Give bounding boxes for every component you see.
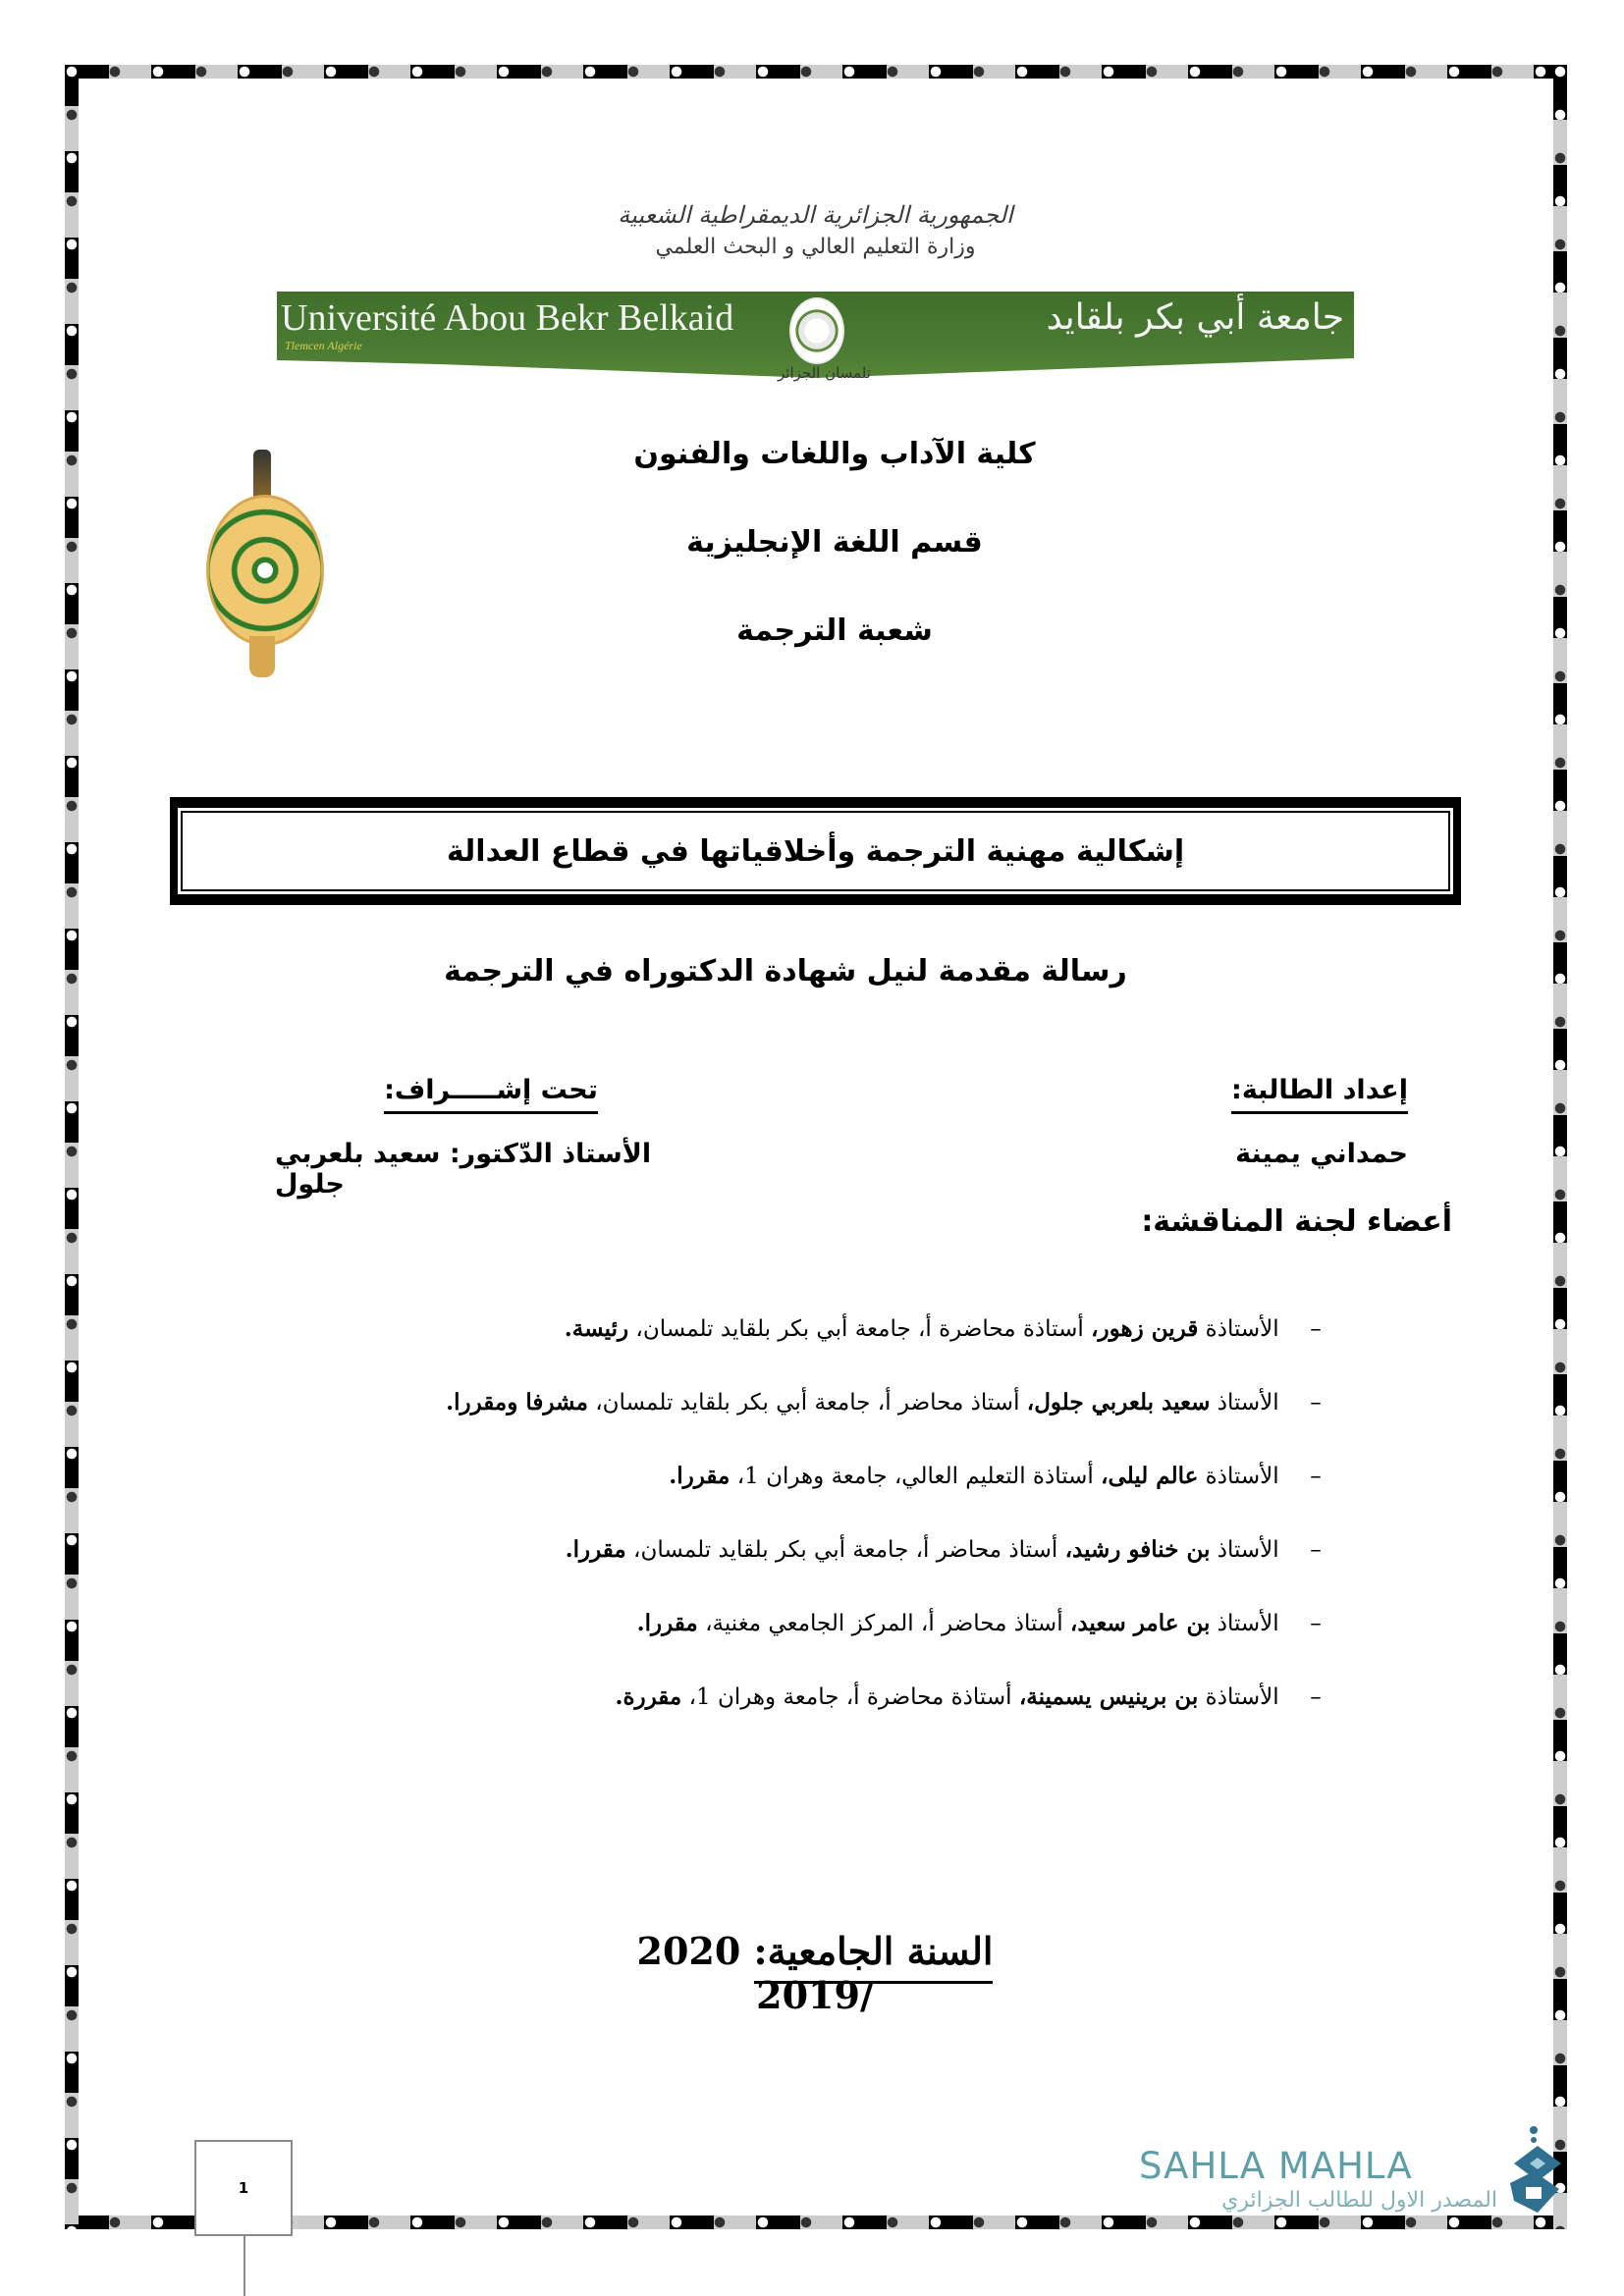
- student-label: إعداد الطالبة:: [1231, 1075, 1408, 1114]
- supervisor-name: الأستاذ الدّكتور: سعيد بلعربي جلول: [275, 1139, 652, 1200]
- committee-member: – الأستاذة بن برينيس يسمينة، أستاذة محاضرة أ، جامعة وهران 1، مقررة.: [615, 1683, 1322, 1710]
- thesis-title-box: [170, 797, 1461, 905]
- page-border-right-dots: [1553, 65, 1567, 2229]
- university-city-ar: تلمسان الجزائر: [778, 364, 871, 382]
- page-border-left-dots: [65, 65, 79, 2229]
- department-name: قسم اللغة الإنجليزية: [686, 525, 983, 560]
- academic-year: [589, 1929, 1041, 2017]
- university-banner: [277, 201, 1354, 390]
- watermark-tagline: المصدر الاول للطالب الجزائري: [1221, 2188, 1497, 2213]
- page-border-top-dots: [65, 65, 1567, 79]
- page-number: 1: [238, 2179, 249, 2197]
- university-name-ar: جامعة أبي بكر بلقايد: [1046, 297, 1344, 338]
- committee-member: – الأستاذ بن خنافو رشيد، أستاذ محاضر أ، جامعة أبي بكر بلقايد تلمسان، مقررا.: [565, 1536, 1322, 1563]
- crest-medallion: [206, 495, 324, 646]
- student-label-wrap: [1231, 1075, 1408, 1105]
- committee-label: أعضاء لجنة المناقشة:: [1141, 1204, 1452, 1239]
- student-name: حمداني يمينة: [1235, 1139, 1408, 1169]
- committee-list: [236, 1306, 1345, 1747]
- academic-year-value: 2020 /2019: [636, 1929, 874, 2017]
- university-location-fr: Tlemcen Algérie: [285, 339, 362, 352]
- republic-line: الجمهورية الجزائرية الديمقراطية الشعبية: [618, 201, 1013, 229]
- committee-member: – الأستاذ بن عامر سعيد، أستاذ محاضر أ، المركز الجامعي مغنية، مقررا.: [636, 1610, 1322, 1636]
- supervisor-label: تحت إشـــــراف:: [384, 1075, 598, 1114]
- watermark-title: SAHLA MAHLA: [1139, 2145, 1413, 2187]
- page-number-line: [244, 2234, 245, 2296]
- ministry-line: وزارة التعليم العالي و البحث العلمي: [655, 235, 976, 259]
- committee-member: – الأستاذ سعيد بلعربي جلول، أستاذ محاضر أ، جامعة أبي بكر بلقايد تلمسان، مشرفا ومقررا.: [446, 1389, 1322, 1415]
- thesis-subtitle: رسالة مقدمة لنيل شهادة الدكتوراه في الترجمة: [444, 954, 1127, 988]
- sahla-mahla-logo-icon: [1504, 2124, 1567, 2218]
- university-crest-icon: [206, 450, 318, 677]
- page-number-box: [194, 2140, 293, 2236]
- banner-header-text: [277, 201, 1354, 294]
- crest-base: [249, 636, 275, 677]
- thesis-title: إشكالية مهنية الترجمة وأخلاقياتها في قطاع العدالة: [446, 833, 1185, 869]
- committee-member: – الأستاذة عالم ليلى، أستاذة التعليم العالي، جامعة وهران 1، مقررا.: [669, 1463, 1322, 1489]
- crest-minaret: [253, 450, 271, 501]
- committee-member: – الأستاذة قرين زهور، أستاذة محاضرة أ، جامعة أبي بكر بلقايد تلمسان، رئيسة.: [564, 1315, 1322, 1342]
- academic-year-label: السنة الجامعية:: [754, 1929, 994, 1984]
- branch-name: شعبة الترجمة: [736, 614, 933, 648]
- sahla-mahla-watermark: [1139, 2145, 1551, 2223]
- faculty-name: كلية الآداب واللغات والفنون: [633, 437, 1036, 471]
- supervisor-label-wrap: [363, 1075, 619, 1105]
- thesis-title-frame: [176, 806, 1455, 896]
- university-name-fr: Université Abou Bekr Belkaid: [281, 297, 734, 339]
- university-emblem-icon: [789, 297, 844, 364]
